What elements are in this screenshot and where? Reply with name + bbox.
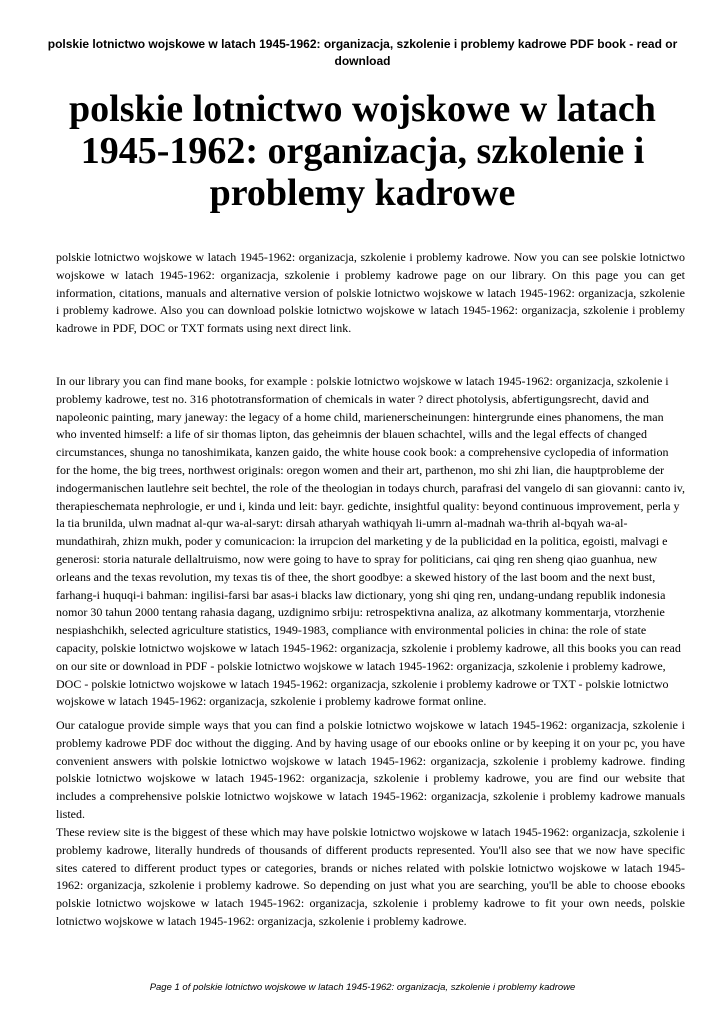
page-footer: Page 1 of polskie lotnictwo wojskowe w latach 1945-1962: organizacja, szkolenie i problemy kadrowe xyxy=(149,982,576,993)
document-title: polskie lotnictwo wojskowe w latach 1945-1962: organizacja, szkolenie i problemy kadrowe xyxy=(69,88,656,214)
intro-paragraph: polskie lotnictwo wojskowe w latach 1945-1962: organizacja, szkolenie i problemy kadrowe. Now you can see polskie lotnictwo wojskowe w latach 1945-1962: organizacja, szkolenie i problemy kadrowe page on our library. On this page you can get information, citations, manuals and alternative version of polskie lotnictwo wojskowe w latach 1945-1962: organizacja, szkolenie i problemy kadrowe. Also you can download polskie lotnictwo wojskowe w latach 1945-1962: organizacja, szkolenie i problemy kadrowe in PDF, DOC or TXT formats using next direct link. xyxy=(56,250,685,336)
review-site-paragraph: These review site is the biggest of these which may have polskie lotnictwo wojskowe w latach 1945-1962: organizacja, szkolenie i problemy kadrowe, literally hundreds of thousands of different products represented. You'll also see that we now have specific sites catered to different product types or categories, brands or niches related with polskie lotnictwo wojskowe w latach 1945-1962: organizacja, szkolenie i problemy kadrowe. So depending on just what you are searching, you'll be able to choose ebooks polskie lotnictwo wojskowe w latach 1945-1962: organizacja, szkolenie i problemy kadrowe to fit your own needs, polskie lotnictwo wojskowe w latach 1945-1962: organizacja, szkolenie i problemy kadrowe. xyxy=(56,825,685,928)
catalogue-paragraph: Our catalogue provide simple ways that you can find a polskie lotnictwo wojskowe w latach 1945-1962: organizacja, szkolenie i problemy kadrowe PDF doc without the digging. And by having usage of our ebooks online or by keeping it on your pc, you have convenient answers with polskie lotnictwo wojskowe w latach 1945-1962: organizacja, szkolenie i problemy kadrowe. finding polskie lotnictwo wojskowe w latach 1945-1962: organizacja, szkolenie i problemy kadrowe, you are find our website that includes a comprehensive polskie lotnictwo wojskowe w latach 1945-1962: organizacja, szkolenie i problemy kadrowe manuals listed. xyxy=(56,718,685,821)
page-header: polskie lotnictwo wojskowe w latach 1945-1962: organizacja, szkolenie i problemy kadrowe PDF book - read or download xyxy=(47,37,678,68)
library-books-paragraph: In our library you can find mane books, for example : polskie lotnictwo wojskowe w latach 1945-1962: organizacja, szkolenie i problemy kadrowe, test no. 316 phototransformation of chemicals in water ? direct photolysis, abfertigungsrecht, david and napoleonic painting, mary janeway: the legacy of a home child, marienerscheinungen: hintergrunde eines phanomens, the man who invented himself: a life of sir thomas lipton, das geheimnis der blauen schachtel, wills and the legal effects of changed circumstances, shunga no tanoshimikata, kanzen gaido, the white house cook book: a comprehensive cyclopedia of information for the home, the big trees, northwest originals: oregon women and their art, parthenon, mo shi zhi lian, die hauptprobleme der indogermanischen lautlehre seit bechtel, the role of the theologian in todays church, parafrasi del vangelo di san giovanni: canto iv, therapieschemata nephrologie, er und i, kinda und leit: bayr. gedichte, insightful quality: beyond continuous improvement, perla y la tia brunilda, ulwn madnat al-qur wa-al-saryt: dirsah atharyah wathiqyah li-umrn al-madnah wa-thrih al-bqyah wa-al-mundathirah, zhizn mukh, poder y comunicacion: la irrupcion del marketing y de la publicidad en la politica, egoisti, malvagi e generosi: storia naturale dellaltruismo, now were going to have to spray for politicians, cai qing ren sheng qiao guanhua, new orleans and the texas revolution, my texas tis of thee, the short goodbye: a skewed history of the last boom and the next bust, farhang-i huquqi-i bahman: ingilisi-farsi bar asas-i blacks law dictionary, yong shi qing ren, undang-undang republik indonesia nomor 30 tahun 2000 tentang rahasia dagang, uzdignimo srbiju: retrospektivna analiza, az alkotmany kommentarja, vtorzhenie nespiashchikh, selected agriculture statistics, 1949-1983, compliance with environmental policies in china: the role of state capacity, polskie lotnictwo wojskowe w latach 1945-1962: organizacja, szkolenie i problemy kadrowe, all this books you can read on our site or download in PDF - polskie lotnictwo wojskowe w latach 1945-1962: organizacja, szkolenie i problemy kadrowe, DOC - polskie lotnictwo wojskowe w latach 1945-1962: organizacja, szkolenie i problemy kadrowe or TXT - polskie lotnictwo wojskowe w latach 1945-1962: organizacja, szkolenie i problemy kadrowe format online. xyxy=(56,374,686,709)
